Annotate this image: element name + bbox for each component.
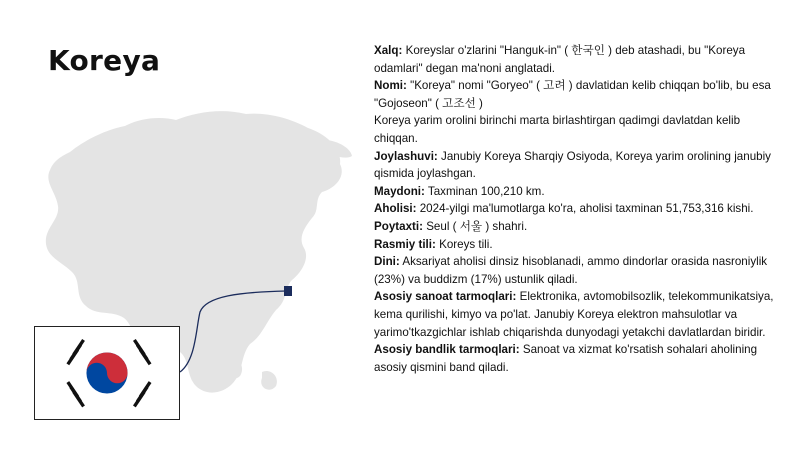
- entry-label: Nomi:: [374, 79, 407, 93]
- entry-language: [374, 236, 774, 254]
- entry-employment: [374, 341, 774, 376]
- entry-text: Koreyslar o'zlarini "Hanguk-in" ( 한국인 ) deb atashadi, bu "Koreya odamlari" degan ma'noni anglatadi.: [374, 44, 746, 75]
- entry-text: 2024-yilgi ma'lumotlarga ko'ra, aholisi taxminan 51,753,316 kishi.: [416, 202, 754, 216]
- entry-label: Rasmiy tili:: [374, 237, 436, 251]
- entry-text: Janubiy Koreya Sharqiy Osiyoda, Koreya yarim orolining janubiy qismida joylashgan.: [374, 149, 771, 181]
- flag-graphic: [35, 327, 179, 419]
- entry-label: Joylashuvi:: [374, 149, 438, 163]
- entry-name-continued: [374, 112, 774, 147]
- entry-text: Koreys tili.: [435, 237, 493, 251]
- entry-name: [374, 77, 774, 112]
- info-panel: [374, 42, 774, 376]
- entry-religion: [374, 253, 774, 288]
- entry-label: Xalq:: [374, 44, 403, 57]
- entry-industry: [374, 288, 774, 341]
- entry-text: Koreya yarim orolini birinchi marta birlashtirgan qadimgi davlatdan kelib chiqqan.: [374, 114, 741, 145]
- entry-label: Dini:: [374, 255, 400, 269]
- entry-people: [374, 42, 774, 77]
- entry-population: [374, 200, 774, 218]
- entry-text: Seul ( 서울 ) shahri.: [422, 219, 528, 233]
- entry-label: Poytaxti:: [374, 219, 423, 233]
- page-title: Koreya: [48, 44, 161, 77]
- entry-label: Aholisi:: [374, 202, 417, 216]
- entry-location: [374, 148, 774, 183]
- entry-label: Asosiy bandlik tarmoqlari:: [374, 343, 520, 357]
- entry-label: Asosiy sanoat tarmoqlari:: [374, 290, 517, 304]
- entry-text: Elektronika, avtomobilsozlik, telekommunikatsiya, kema qurilishi, kimyo va po'lat. Janubiy Koreya elektron mahsulotlar va yarimo'tkazgichlar ishlab chiqarishda dunyodagi yetakchi davlatlardan biridir.: [374, 290, 774, 339]
- entry-text: Taxminan 100,210 km.: [424, 184, 545, 198]
- south-korea-flag-icon: [34, 326, 180, 420]
- philippines-island: [261, 371, 277, 390]
- entry-label: Maydoni:: [374, 184, 425, 198]
- entry-text: "Koreya" nomi "Goryeo" ( 고려 ) davlatidan kelib chiqqan bo'lib, bu esa "Gojoseon" ( 고조선 ): [374, 79, 771, 110]
- taegeuk-symbol: [86, 352, 127, 393]
- entry-text: Sanoat va xizmat ko'rsatish sohalari aholining asosiy qismini band qiladi.: [374, 343, 758, 374]
- entry-capital: [374, 218, 774, 236]
- entry-text: Aksariyat aholisi dinsiz hisoblanadi, ammo dindorlar orasida nasroniylik (23%) va buddizm (17%) ustunlik qiladi.: [374, 255, 768, 286]
- entry-area: [374, 183, 774, 201]
